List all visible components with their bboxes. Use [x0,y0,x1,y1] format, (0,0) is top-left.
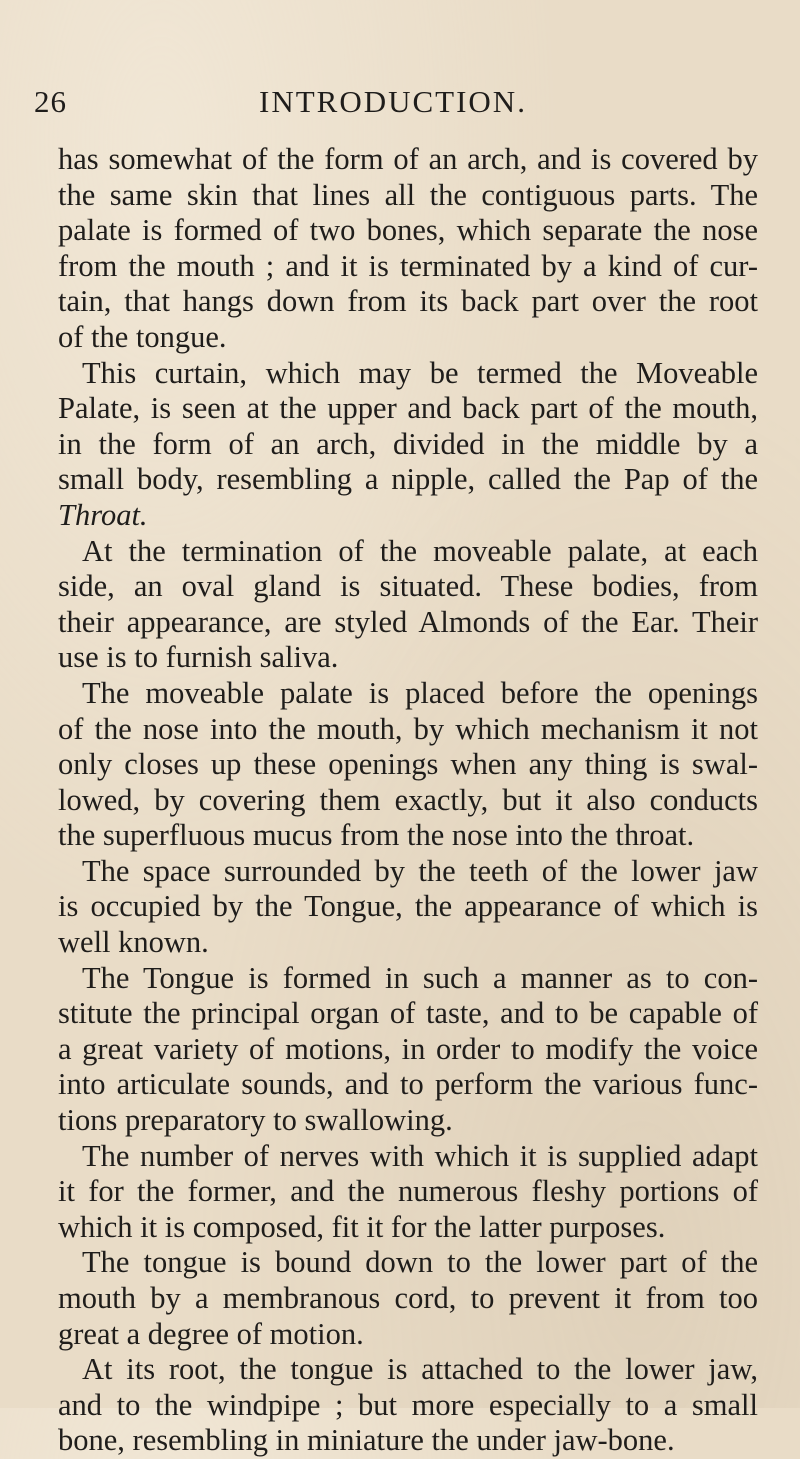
text-line: tions preparatory to swallowing. [58,1103,453,1138]
text-line: into articulate sounds, and to perform the various func- [58,1067,758,1102]
text-line: only closes up these openings when any thing is swal- [58,747,758,782]
text-line: The number of nerves with which it is supplied adapt [82,1138,758,1173]
text-line: mouth by a membranous cord, to prevent it from too [58,1281,758,1315]
text-line: and to the windpipe ; but more especially to a small [58,1387,758,1422]
running-head: INTRODUCTION. [259,84,527,119]
text-line: bone, resembling in miniature the under jaw-bone. [58,1423,675,1458]
page-number: 26 [34,84,67,119]
text-line: The space surrounded by the teeth of the lower jaw [82,853,758,888]
text-line: The Tongue is formed in such a manner as to con- [82,960,758,995]
text-line: use is to furnish saliva. [58,640,339,675]
text-line: The tongue is bound down to the lower part of the [82,1245,758,1280]
text-line: of the nose into the mouth, by which mechanism it not [58,711,758,746]
text-line: the superfluous mucus from the nose into the throat. [58,818,695,853]
text-line: which it is composed, fit it for the latter purposes. [58,1209,666,1244]
text-line: of the tongue. [58,319,227,354]
text-line: great a degree of motion. [58,1316,364,1351]
text-line: tain, that hangs down from its back part over the root [58,284,758,319]
text-line: their appearance, are styled Almonds of the Ear. Their [58,604,758,639]
text-line: At its root, the tongue is attached to the lower jaw, [82,1352,758,1387]
text-line: This curtain, which may be termed the Moveable [82,355,758,390]
text-line: side, an oval gland is situated. These bodies, from [58,569,758,604]
body-text [58,142,758,1459]
text-line: is occupied by the Tongue, the appearance of which is [58,889,758,924]
text-line: in the form of an arch, divided in the middle by a [58,426,758,461]
text-line: it for the former, and the numerous fleshy portions of [58,1174,758,1209]
text-line: from the mouth ; and it is terminated by a kind of cur- [58,248,758,283]
text-line: has somewhat of the form of an arch, and is covered by [58,142,758,176]
text-line: palate is formed of two bones, which separate the nose [58,213,758,248]
text-line: At the termination of the moveable palate, at each [82,533,758,568]
text-line: The moveable palate is placed before the openings [82,675,758,710]
text-line: small body, resembling a nipple, called the Pap of the [58,462,758,497]
text-line: a great variety of motions, in order to modify the voice [58,1031,758,1066]
text-line: stitute the principal organ of taste, and to be capable of [58,996,758,1031]
text-line: lowed, by covering them exactly, but it also conducts [58,782,758,817]
text-line: Palate, is seen at the upper and back part of the mouth, [58,391,758,426]
text-line: Throat. [58,497,148,532]
page-header [34,84,554,124]
text-line: well known. [58,925,209,960]
text-line: the same skin that lines all the contiguous parts. The [58,177,758,212]
